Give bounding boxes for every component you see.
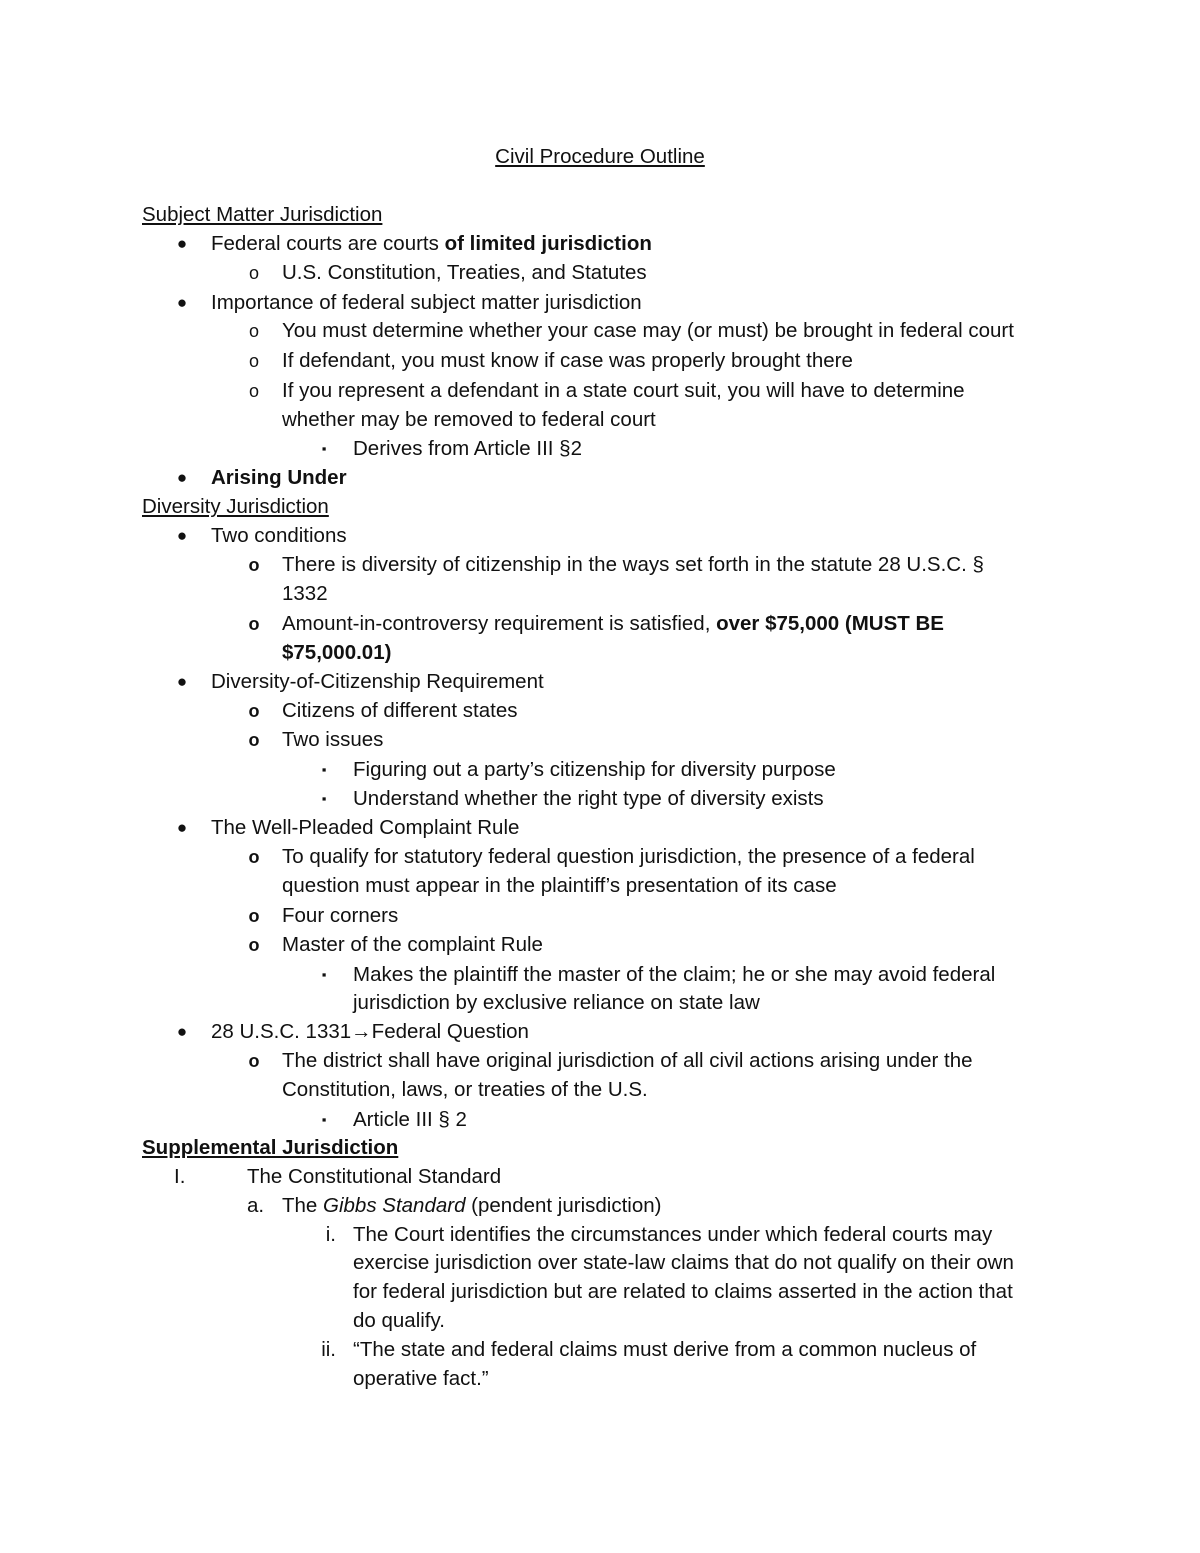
sub-bullet-marker: o [248, 263, 259, 283]
list-item-continuation: exercise jurisdiction over state-law claims that do not qualify on their own [353, 1251, 1014, 1274]
list-item: 28 U.S.C. 1331→Federal Question [211, 1020, 529, 1043]
list-item: Derives from Article III §2 [353, 437, 582, 460]
list-item: To qualify for statutory federal question jurisdiction, the presence of a federal [282, 845, 975, 868]
list-item: Federal courts are courts of limited jurisdiction [211, 232, 652, 255]
bullet-marker: ● [176, 293, 188, 312]
list-item: The district shall have original jurisdiction of all civil actions arising under the [282, 1049, 973, 1072]
list-item: Figuring out a party’s citizenship for diversity purpose [353, 758, 836, 781]
bullet-marker: ● [176, 468, 188, 487]
sub-bullet-marker: o [248, 730, 260, 750]
list-item: Makes the plaintiff the master of the claim; he or she may avoid federal [353, 963, 996, 986]
list-item: There is diversity of citizenship in the ways set forth in the statute 28 U.S.C. § [282, 553, 984, 576]
list-item: Arising Under [211, 466, 347, 489]
square-bullet-marker: ▪ [321, 967, 327, 982]
roman-numeral-marker: I. [174, 1165, 186, 1188]
square-bullet-marker: ▪ [321, 441, 327, 456]
list-item: Citizens of different states [282, 699, 518, 722]
bullet-marker: ● [176, 526, 188, 545]
section-heading-sj: Supplemental Jurisdiction [142, 1136, 399, 1159]
sub-bullet-marker: o [248, 555, 260, 575]
list-item: Master of the complaint Rule [282, 933, 543, 956]
list-item: The Constitutional Standard [247, 1165, 502, 1188]
list-item: You must determine whether your case may (or must) be brought in federal court [282, 319, 1014, 342]
sub-bullet-marker: o [248, 321, 259, 341]
list-item-continuation: jurisdiction by exclusive reliance on state law [353, 991, 760, 1014]
section-heading-smj: Subject Matter Jurisdiction [142, 203, 383, 226]
roman-numeral-marker: i. [325, 1223, 336, 1246]
section-heading-dj: Diversity Jurisdiction [142, 495, 329, 518]
list-item: Amount-in-controversy requirement is satisfied, over $75,000 (MUST BE [282, 612, 944, 635]
list-item: If defendant, you must know if case was properly brought there [282, 349, 853, 372]
list-item-continuation: for federal jurisdiction but are related to claims asserted in the action that [353, 1280, 1013, 1303]
sub-bullet-marker: o [248, 1051, 260, 1071]
list-item: The Gibbs Standard (pendent jurisdiction) [282, 1194, 662, 1217]
sub-bullet-marker: o [248, 381, 259, 401]
bullet-marker: ● [176, 1022, 188, 1041]
list-item-continuation: question must appear in the plaintiff’s presentation of its case [282, 874, 837, 897]
list-item: Two issues [282, 728, 384, 751]
list-item-continuation: whether may be removed to federal court [282, 408, 656, 431]
sub-bullet-marker: o [248, 614, 260, 634]
list-item: Article III § 2 [353, 1108, 467, 1131]
list-item: The Well-Pleaded Complaint Rule [211, 816, 520, 839]
sub-bullet-marker: o [248, 935, 260, 955]
list-item-continuation: 1332 [282, 582, 328, 605]
list-item: Understand whether the right type of diversity exists [353, 787, 824, 810]
bullet-marker: ● [176, 818, 188, 837]
bullet-marker: ● [176, 234, 188, 253]
list-item: If you represent a defendant in a state court suit, you will have to determine [282, 379, 965, 402]
square-bullet-marker: ▪ [321, 791, 327, 806]
sub-bullet-marker: o [248, 906, 260, 926]
sub-bullet-marker: o [248, 351, 259, 371]
sub-bullet-marker: o [248, 701, 260, 721]
list-item: Diversity-of-Citizenship Requirement [211, 670, 544, 693]
list-item-continuation: operative fact.” [353, 1367, 489, 1390]
list-item: U.S. Constitution, Treaties, and Statutes [282, 261, 647, 284]
sub-bullet-marker: o [248, 847, 260, 867]
letter-marker: a. [247, 1194, 265, 1217]
roman-numeral-marker: ii. [321, 1338, 336, 1361]
list-item: Four corners [282, 904, 399, 927]
list-item-continuation: Constitution, laws, or treaties of the U.S. [282, 1078, 648, 1101]
list-item-continuation: $75,000.01) [282, 641, 392, 664]
square-bullet-marker: ▪ [321, 762, 327, 777]
page-title: Civil Procedure Outline [495, 145, 705, 168]
list-item: Two conditions [211, 524, 347, 547]
list-item: The Court identifies the circumstances under which federal courts may [353, 1223, 993, 1246]
list-item: “The state and federal claims must derive from a common nucleus of [353, 1338, 977, 1361]
list-item: Importance of federal subject matter jurisdiction [211, 291, 642, 314]
square-bullet-marker: ▪ [321, 1112, 327, 1127]
list-item-continuation: do qualify. [353, 1309, 445, 1332]
arrow-icon: → [351, 1020, 372, 1043]
bullet-marker: ● [176, 672, 188, 691]
